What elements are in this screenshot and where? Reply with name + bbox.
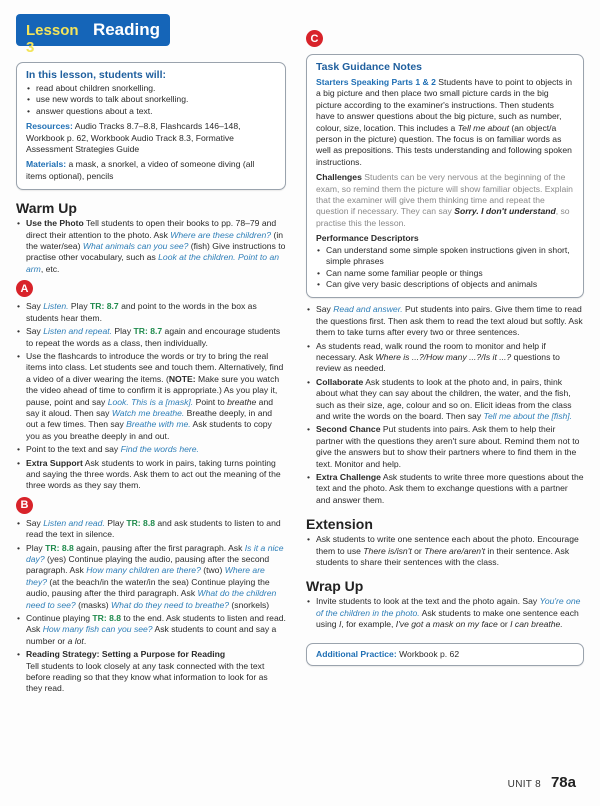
text: again and encourage students to repeat the words as a class, then individually. [26, 326, 281, 348]
list-item [16, 543, 286, 611]
collaborate-label: Collaborate [316, 376, 364, 387]
word: a lot [67, 635, 84, 646]
text: or [411, 545, 425, 556]
text: Point to the text and say [26, 444, 121, 455]
lesson-title: Reading [92, 20, 160, 39]
list-item [306, 424, 584, 470]
section-b-list [16, 518, 286, 695]
additional-practice-box [306, 643, 584, 666]
prompt: Where is ...?/How many ...?/Is it ...? [375, 351, 512, 362]
section-c-marker: C [306, 30, 323, 47]
wrap-up-list [306, 596, 584, 630]
track-ref: TR: 8.8 [92, 613, 122, 624]
text: Ask students to make one sentence each using [316, 607, 579, 630]
text: in their sentence. Ask students to share their sentences with the class. [316, 545, 570, 568]
text: Play [26, 542, 46, 553]
materials [26, 159, 276, 182]
list-item [16, 444, 286, 455]
text: Ask students to copy you as you breathe deeply in and out. [26, 419, 272, 441]
track-ref: TR: 8.8 [45, 542, 74, 553]
text: (in the water/sea) [26, 229, 284, 252]
reading-strategy-label: Reading Strategy: Setting a Purpose for Reading [26, 649, 226, 660]
track-ref: TR: 8.7 [90, 301, 119, 312]
list-item [306, 534, 584, 568]
text: Play [112, 326, 134, 337]
text: Play [104, 517, 127, 528]
warm-up-heading: Warm Up [16, 200, 77, 217]
text: (two) [200, 565, 225, 576]
objectives-title: In this lesson, students will: [26, 69, 167, 81]
prompt: Breathe with me. [126, 419, 191, 430]
prompt: What do they need to breathe? [111, 599, 230, 610]
objectives-list [26, 83, 276, 117]
unit-label: UNIT 8 [507, 779, 541, 790]
track-ref: TR: 8.7 [133, 326, 163, 337]
text: and point to the words in the box as students hear them. [26, 301, 257, 323]
list-item [16, 458, 286, 492]
performance-item: • Can name some familiar people or things [316, 268, 574, 279]
section-b-marker: B [16, 497, 33, 514]
text: Point to [193, 396, 228, 407]
text: Continue playing [26, 613, 93, 624]
text: Say [316, 304, 334, 315]
additional-practice-text: Workbook p. 62 [396, 648, 460, 659]
note-label: NOTE: [168, 373, 196, 384]
left-column [16, 62, 286, 697]
text: Ask students to write three more questions about the text and the photo. Ask them to exchange questions with a partner and answer them. [316, 472, 584, 505]
list-item [306, 377, 584, 423]
right-column [306, 54, 584, 666]
prompt: Listen. [43, 301, 69, 312]
materials-label: Materials: [26, 159, 67, 170]
text: As students read, walk round the room to monitor and help if necessary. Ask [316, 340, 546, 362]
prompt: Where are they? [26, 565, 265, 587]
prompt: Find the words here. [120, 444, 199, 455]
text: Ask students to work in pairs, taking turns pointing and saying the three words. Ask them to act out the meaning of the three words as they say them. [26, 457, 281, 491]
list-item [16, 351, 286, 442]
prompt: Where are these children? [170, 229, 272, 240]
text: again, pausing after the first paragraph. Ask [73, 542, 245, 553]
text: Ask students to write one sentence each about the photo. Encourage them to use [316, 534, 579, 556]
section-a-list [16, 301, 286, 492]
page-footer [508, 774, 576, 791]
list-item [16, 301, 286, 324]
text: Say [26, 326, 44, 337]
prompt: Listen and read. [43, 517, 105, 528]
word: I've got a mask on my face [395, 619, 498, 630]
performance-list [316, 245, 574, 291]
text: Invite students to look at the text and the photo again. Say [316, 596, 540, 607]
prompt: There are/aren't [424, 545, 486, 556]
objectives-box [16, 62, 286, 190]
list-item [16, 326, 286, 349]
objective-item: • answer questions about a text. [26, 106, 276, 117]
starters-paragraph [316, 77, 574, 168]
page-number: 78a [550, 774, 576, 791]
wrap-up-heading: Wrap Up [306, 578, 364, 595]
text: (fish) Give instructions to practise other vocabulary, such as [26, 241, 286, 263]
text: Say [26, 301, 44, 312]
text: , etc. [40, 263, 60, 274]
prompt: How many children are there? [86, 565, 201, 576]
materials-text: a mask, a snorkel, a video of someone diving (all items optional), pencils [26, 159, 255, 181]
extension-list [306, 534, 584, 568]
word: breathe [227, 396, 257, 407]
prompt: How many fish can you see? [42, 624, 153, 635]
challenges-label: Challenges [316, 172, 362, 183]
list-item [16, 518, 286, 541]
prompt: Watch me breathe. [111, 407, 185, 418]
prompt: What do the children need to see? [26, 588, 277, 610]
prompt: What animals can you see? [82, 241, 189, 252]
prompt: Look at the children. Point to an arm [26, 252, 280, 274]
text: Say [26, 517, 44, 528]
prompt: Sorry. I don't understand [454, 206, 556, 217]
text: (snorkels) [229, 599, 270, 610]
text: or [497, 619, 511, 630]
text: Breathe deeply, in and out a few times. Then say [26, 407, 273, 430]
list-item [306, 341, 584, 375]
list-item [306, 596, 584, 630]
list-item [306, 304, 584, 338]
use-photo-label: Use the Photo [26, 218, 84, 229]
starters-label: Starters Speaking Parts 1 & 2 [316, 77, 436, 87]
extra-support-label: Extra Support [26, 457, 83, 468]
prompt: Read and answer. [333, 304, 403, 315]
performance-label: Performance Descriptors [316, 233, 419, 244]
list-item [16, 613, 286, 647]
word: I can breathe. [510, 619, 563, 630]
objective-item: • use new words to talk about snorkelling. [26, 94, 276, 105]
extra-challenge-label: Extra Challenge [316, 472, 381, 482]
text: Make sure you watch the video ahead of time to confirm it is appropriate.) As you play it, pause, point and say [26, 373, 280, 407]
objective-item: • read about children snorkelling. [26, 83, 276, 94]
prompt: Tell me about the [fish]. [483, 410, 573, 421]
resources [26, 121, 276, 155]
section-c-list [306, 304, 584, 506]
text: , so practise this the lesson. [316, 206, 570, 228]
challenges-paragraph [316, 172, 574, 229]
text: (an object/a person in the picture) question. The focus is on familiar words as well as prepositions. This tests understanding and following spoken instructions. [316, 122, 572, 167]
prompt: You're one of the children in the photo. [316, 596, 581, 618]
text: Students can be very nervous at the beginning of the exam, so remind them the picture will show familiar objects. Explain that the examiner will give them thinking time and repeat the question if necessary. They can say [316, 172, 573, 217]
text: questions to review as needed. [316, 351, 560, 374]
text: and say it aloud. Then say [26, 396, 274, 418]
text: Tell students to look closely at any task connected with the text before reading so that they know what information to look for as they read. [26, 660, 268, 694]
prompt: Is it a nice day? [26, 542, 284, 564]
prompt: Listen and repeat. [43, 326, 113, 337]
prompt: Tell me about [457, 122, 509, 133]
second-chance-label: Second Chance [316, 424, 381, 435]
text: Students have to point to objects in a big picture and then place two small picture cards in the big picture according to the examiner's instructions. Then students have to answer questions about the big picture, such as number, colour, size, location. This includes a [316, 77, 573, 133]
resources-text: Audio Tracks 8.7–8.8, Flashcards 146–148, Workbook p. 62, Workbook Audio Track 8.3, Formative Assessment Strategies Guide [26, 121, 241, 155]
prompt: There is/isn't [363, 545, 412, 556]
lesson-number: Lesson 3 [26, 22, 79, 56]
text: (yes) Continue playing the audio, pausing after the second paragraph. Ask [26, 554, 270, 576]
list-item [306, 472, 584, 506]
text: Tell students to open their books to pp. 78–79 and direct their attention to the photo. Ask [26, 218, 277, 240]
warm-up-list [16, 218, 286, 275]
list-item [16, 649, 286, 695]
text: Ask students to look at the photo and, in pairs, think about what they can say about the children, the water, and the fish, such as their size, age, colour and so on. Elicit ideas from the class and write the words on the board. Then say [316, 376, 572, 421]
text: Ask students to count and say a number or [26, 624, 277, 646]
text: (at the beach/in the water/in the sea) Continue playing the audio, pausing after the third paragraph. Ask [26, 576, 270, 599]
performance-item: • Can give very basic descriptions of objects and animals [316, 279, 574, 290]
additional-practice-label: Additional Practice: [316, 648, 397, 659]
task-guidance-title: Task Guidance Notes [316, 61, 423, 73]
performance-item: • Can understand some simple spoken instructions given in short, simple phrases [316, 245, 574, 268]
text: and ask students to listen to and read the text in silence. [26, 517, 281, 540]
text: Play [68, 301, 91, 312]
prompt: Look. This is a [mask]. [107, 396, 194, 407]
text: Put students into pairs. Give them time to read the questions first. Then ask them to read the text aloud but softly. Ask them to take turns after every two or three sentences. [316, 304, 583, 338]
text: , for example, [341, 619, 396, 630]
text: Use the flashcards to introduce the words or try to bring the real items into class. Let students see and touch them. Alternatively, find a video of a diver wearing the items. ( [26, 350, 284, 384]
word: I [338, 619, 342, 630]
task-guidance-box [306, 54, 584, 298]
text: (masks) [75, 599, 112, 610]
extension-heading: Extension [306, 516, 373, 533]
section-a-marker: A [16, 280, 33, 297]
use-photo-item [16, 218, 286, 275]
text: Put students into pairs. Ask them to help their partner with the questions they aren't sure about. Remind them not to give the answers but to show their partners where to find them in the text. Monitor and help. [316, 424, 580, 469]
track-ref: TR: 8.8 [126, 517, 155, 528]
text: to the end. Ask students to listen and read. Ask [26, 613, 286, 635]
resources-label: Resources: [26, 121, 73, 132]
lesson-header [16, 14, 170, 56]
text: . [83, 635, 87, 646]
